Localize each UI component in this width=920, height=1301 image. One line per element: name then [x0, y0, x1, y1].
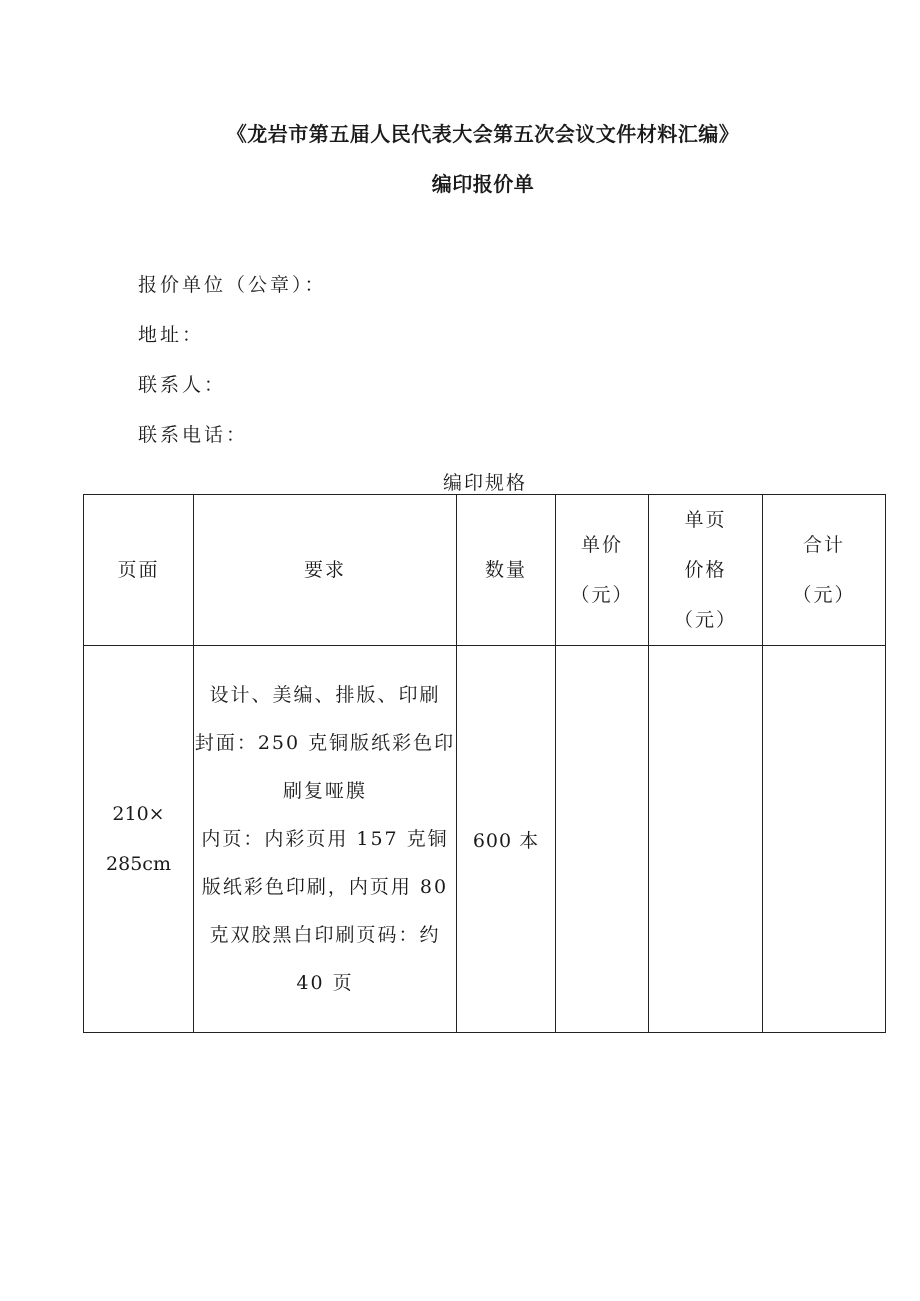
field-contact-phone: 联系电话：: [138, 424, 249, 446]
cell-requirement: 设计、美编、排版、印刷 封面：250 克铜版纸彩色印 刷复哑膜 内页：内彩页用 157 克铜 版纸彩色印刷，内页用 80 克双胶黑白印刷页码：约 40 页: [194, 646, 457, 1033]
header-page: 页面: [84, 495, 194, 646]
field-contact-person: 联系人：: [138, 374, 227, 396]
document-subtitle: 编印报价单: [431, 172, 535, 196]
cell-quantity: 600 本: [457, 646, 556, 1033]
header-total: 合计 （元）: [763, 495, 886, 646]
header-quantity: 数量: [457, 495, 556, 646]
cell-page-price[interactable]: [649, 646, 763, 1033]
cell-page-size: 210× 285cm: [84, 646, 194, 1033]
header-requirement: 要求: [194, 495, 457, 646]
cell-total[interactable]: [763, 646, 886, 1033]
document-title: 《龙岩市第五届人民代表大会第五次会议文件材料汇编》: [226, 122, 740, 146]
table-caption: 编印规格: [442, 472, 527, 494]
header-unit-price: 单价 （元）: [556, 495, 649, 646]
table-row: [84, 646, 886, 1033]
header-page-price: 单页 价格 （元）: [649, 495, 763, 646]
field-quoting-unit: 报价单位（公章）：: [138, 274, 327, 296]
table-header-row: [84, 495, 886, 646]
spec-table: [83, 494, 886, 1033]
field-address: 地址：: [138, 324, 205, 346]
cell-unit-price[interactable]: [556, 646, 649, 1033]
